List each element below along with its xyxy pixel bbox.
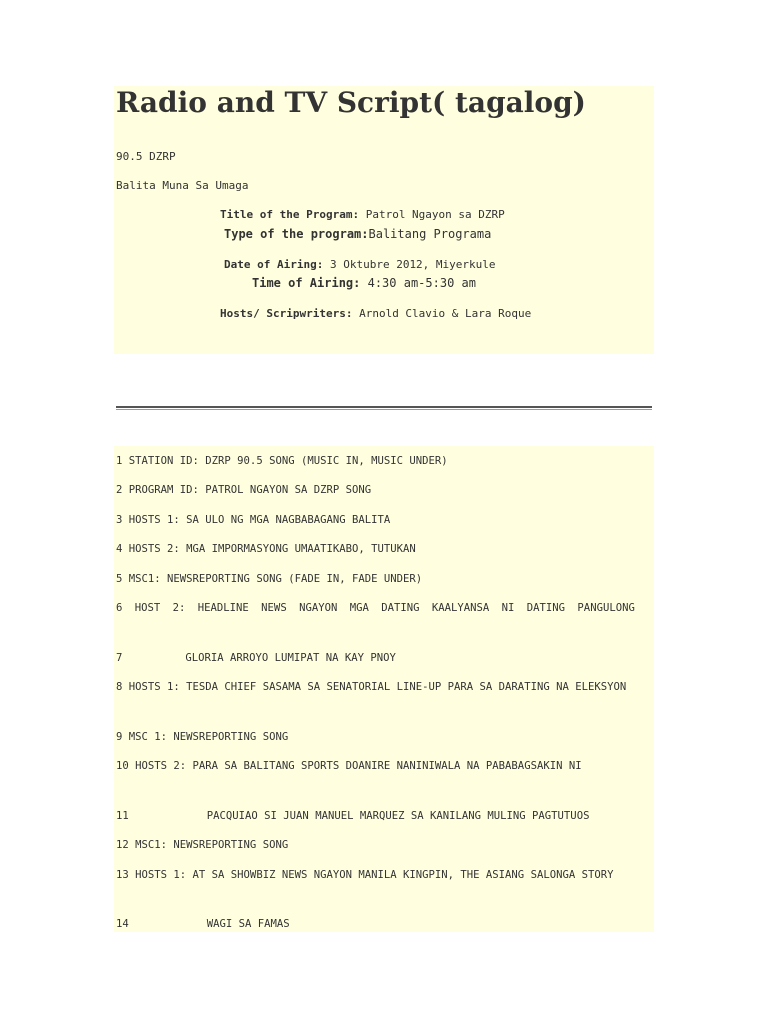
script-line <box>116 806 652 826</box>
script-line: 5 MSC1: NEWSREPORTING SONG (FADE IN, FADE UNDER) <box>116 573 423 585</box>
script-line-text: GLORIA ARROYO LUMIPAT NA KAY PNOY <box>185 652 396 664</box>
program-title-label: Title of the Program: <box>220 208 360 221</box>
hosts-row <box>220 307 531 320</box>
program-header-block <box>114 86 654 354</box>
airing-date-value: 3 Oktubre 2012, Miyerkule <box>329 258 496 271</box>
script-block <box>114 446 654 932</box>
script-line <box>116 914 652 934</box>
program-type-value: Balitang Programa <box>368 227 492 241</box>
program-title-value: Patrol Ngayon sa DZRP <box>365 208 505 221</box>
program-title-row <box>220 208 505 221</box>
script-line: 4 HOSTS 2: MGA IMPORMASYONG UMAATIKABO, TUTUKAN <box>116 543 416 555</box>
script-line: 3 HOSTS 1: SA ULO NG MGA NAGBABAGANG BALITA <box>116 514 391 526</box>
airing-date-row <box>224 258 496 271</box>
script-line: 6 HOST 2: HEADLINE NEWS NGAYON MGA DATING KAALYANSA NI DATING PANGULONG <box>116 602 635 614</box>
script-line: 2 PROGRAM ID: PATROL NGAYON SA DZRP SONG <box>116 484 372 496</box>
script-line-text: WAGI SA FAMAS <box>206 918 290 930</box>
page-title: Radio and TV Script( tagalog) <box>116 86 586 119</box>
script-line-number: 14 <box>116 918 129 930</box>
script-line-number: 7 <box>116 652 123 664</box>
script-line: 10 HOSTS 2: PARA SA BALITANG SPORTS DOANIRE NANINIWALA NA PABABAGSAKIN NI <box>116 760 582 772</box>
airing-time-row <box>252 276 476 290</box>
script-line-text: PACQUIAO SI JUAN MANUEL MARQUEZ SA KANILANG MULING PAGTUTUOS <box>206 810 590 822</box>
program-type-label: Type of the program: <box>224 227 369 241</box>
script-line: 12 MSC1: NEWSREPORTING SONG <box>116 839 289 851</box>
program-type-row <box>224 227 491 241</box>
script-line: 9 MSC 1: NEWSREPORTING SONG <box>116 731 289 743</box>
script-line: 8 HOSTS 1: TESDA CHIEF SASAMA SA SENATORIAL LINE-UP PARA SA DARATING NA ELEKSYON <box>116 681 627 693</box>
script-line: 1 STATION ID: DZRP 90.5 SONG (MUSIC IN, MUSIC UNDER) <box>116 455 448 467</box>
station-name: 90.5 DZRP <box>116 150 176 163</box>
section-divider <box>116 406 652 410</box>
hosts-value: Arnold Clavio & Lara Roque <box>359 307 532 320</box>
script-line-number: 11 <box>116 810 129 822</box>
script-line <box>116 648 652 668</box>
airing-date-label: Date of Airing: <box>224 258 324 271</box>
show-name: Balita Muna Sa Umaga <box>116 179 249 192</box>
hosts-label: Hosts/ Scripwriters: <box>220 307 353 320</box>
airing-time-value: 4:30 am-5:30 am <box>367 276 476 290</box>
script-line: 13 HOSTS 1: AT SA SHOWBIZ NEWS NGAYON MANILA KINGPIN, THE ASIANG SALONGA STORY <box>116 869 614 881</box>
airing-time-label: Time of Airing: <box>252 276 361 290</box>
